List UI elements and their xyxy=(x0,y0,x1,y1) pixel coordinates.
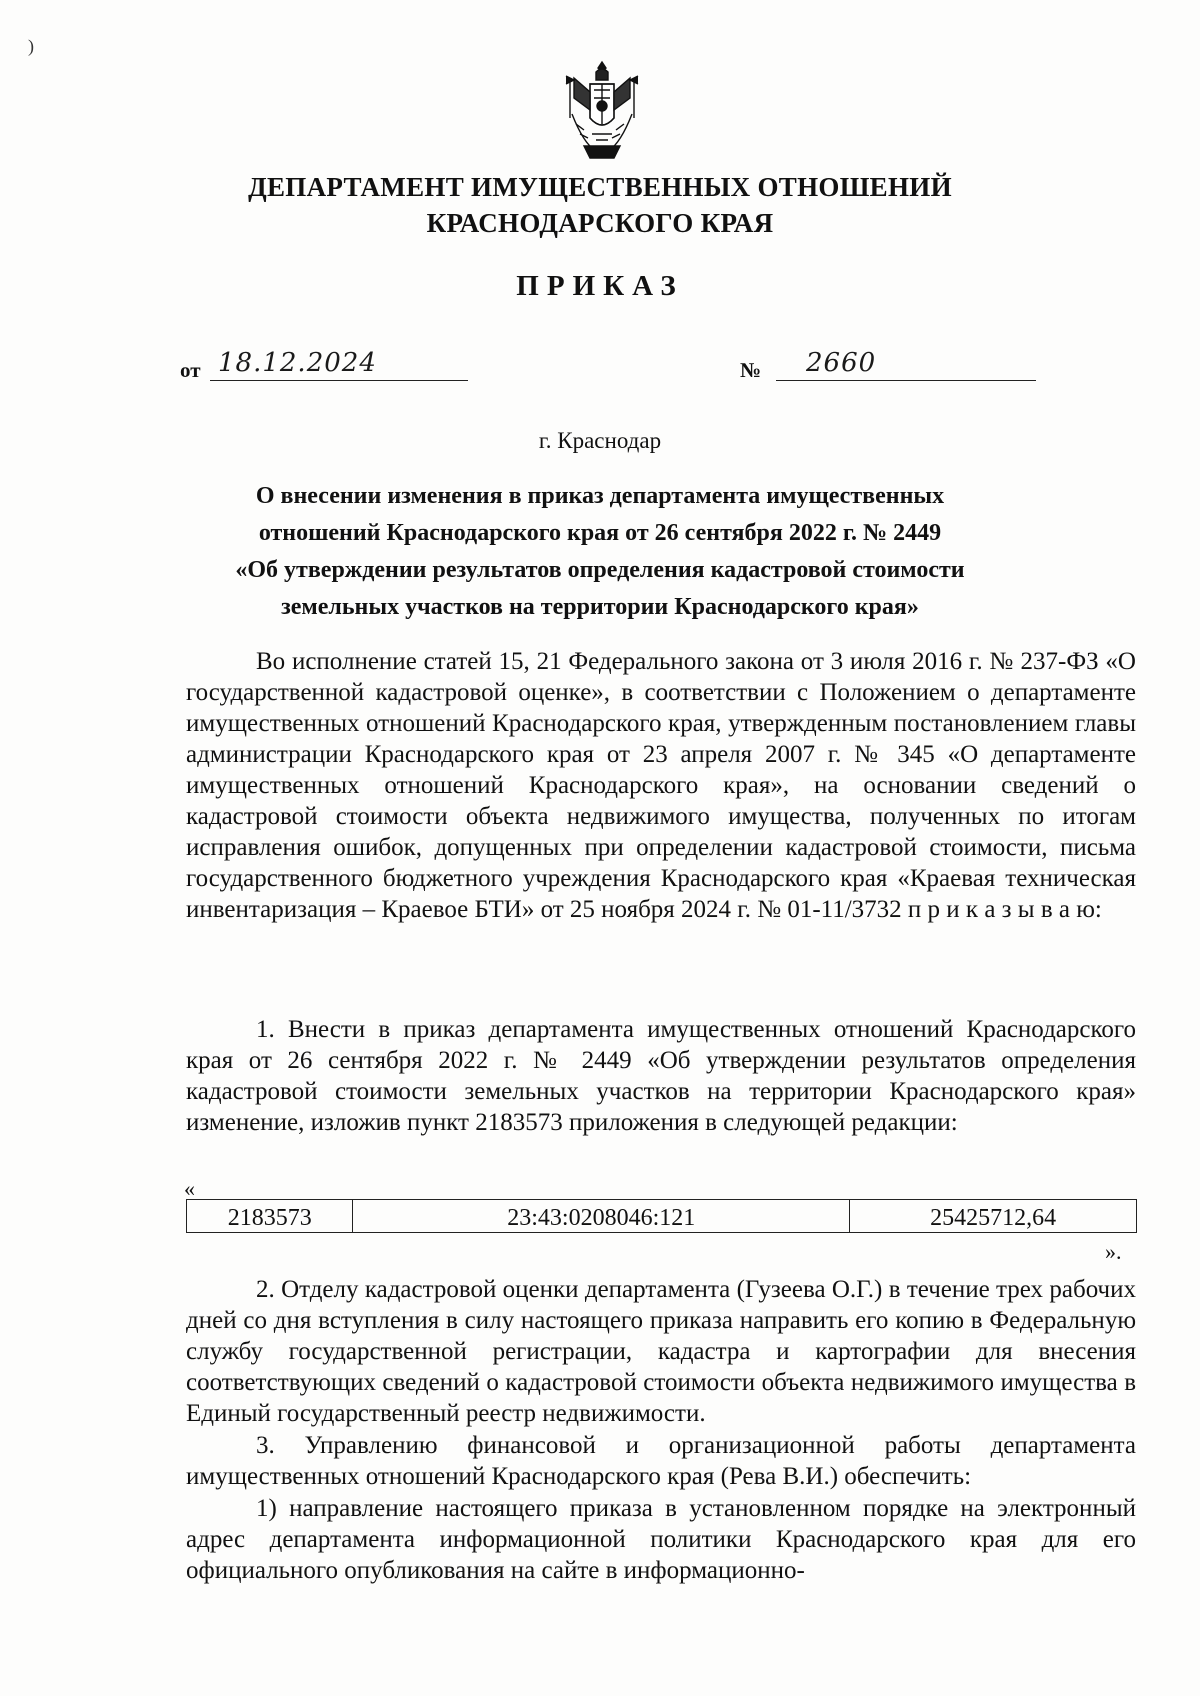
number-prefix: № xyxy=(740,358,762,382)
title-line: «Об утверждении результатов определения кадастровой стоимости xyxy=(235,557,965,583)
item-1-paragraph: 1. Внести в приказ департамента имущественных отношений Краснодарского края от 26 сентября 2022 г. № 2449 «Об утверждении результатов определения кадастровой стоимости земельных участков на территории Краснодарского края» изменение, изложив пункт 2183573 приложения в следующей редакции: xyxy=(186,1016,1136,1136)
handwritten-date: 18.12.2024 xyxy=(218,348,377,378)
table-row xyxy=(187,1200,1137,1233)
title-line: земельных участков на территории Краснодарского края» xyxy=(281,594,919,620)
table-quote-open: « xyxy=(184,1176,195,1201)
preamble-paragraph: Во исполнение статей 15, 21 Федерального закона от 3 июля 2016 г. № 237-ФЗ «О государственной кадастровой оценке», в соответствии с Положением о департаменте имущественных отношений Краснодарского края, утвержденным постановлением главы администрации Краснодарского края от 23 апреля 2007 г. № 345 «О департаменте имущественных отношений Краснодарского края», на основании сведений о кадастровой стоимости объекта недвижимого имущества, полученных по итогам исправления ошибок, допущенных при определении кадастровой стоимости, письма государственного бюджетного учреждения Краснодарского края «Краевая техническая инвентаризация – Краевое БТИ» от 25 ноября 2024 г. № 01-11/3732 п р и к а з ы в а ю: xyxy=(186,648,1136,923)
handwritten-number: 2660 xyxy=(806,348,877,378)
item-3-1-paragraph: 1) направление настоящего приказа в установленном порядке на электронный адрес департамента информационной политики Краснодарского края для его официального опубликования на сайте в информационно- xyxy=(186,1495,1136,1584)
cadastral-table xyxy=(186,1199,1137,1233)
city-line: г. Краснодар xyxy=(538,428,662,453)
order-title xyxy=(0,478,1200,626)
title-line: отношений Краснодарского края от 26 сентября 2022 г. № 2449 xyxy=(258,520,942,546)
coat-of-arms-icon xyxy=(562,58,642,166)
item-2-paragraph: 2. Отделу кадастровой оценки департамента (Гузеева О.Г.) в течение трех рабочих дней со дня вступления в силу настоящего приказа направить его копию в Федеральную службу государственной регистрации, кадастра и картографии для внесения соответствующих сведений о кадастровой стоимости объекта недвижимого имущества в Единый государственный реестр недвижимости. xyxy=(186,1276,1136,1427)
table-cell-cadastral-value: 25425712,64 xyxy=(850,1200,1137,1233)
date-prefix: от xyxy=(180,358,201,382)
item-1-block xyxy=(186,1014,1136,1138)
document-type-heading: ПРИКАЗ xyxy=(516,270,684,302)
preamble-block xyxy=(186,646,1136,925)
department-name-line2: КРАСНОДАРСКОГО КРАЯ xyxy=(426,208,774,238)
item-3-block xyxy=(186,1430,1136,1492)
margin-mark: ) xyxy=(28,36,34,56)
table-cell-cadastral-number: 23:43:0208046:121 xyxy=(353,1200,850,1233)
department-name-line1: ДЕПАРТАМЕНТ ИМУЩЕСТВЕННЫХ ОТНОШЕНИЙ xyxy=(248,172,952,202)
table-cell-item-number: 2183573 xyxy=(187,1200,353,1233)
item-2-block xyxy=(186,1274,1136,1429)
table-quote-close: ». xyxy=(1105,1239,1122,1264)
item-3-1-block xyxy=(186,1493,1136,1586)
title-line: О внесении изменения в приказ департамента имущественных xyxy=(255,483,945,509)
item-3-paragraph: 3. Управлению финансовой и организационной работы департамента имущественных отношений Краснодарского края (Рева В.И.) обеспечить: xyxy=(186,1432,1136,1490)
